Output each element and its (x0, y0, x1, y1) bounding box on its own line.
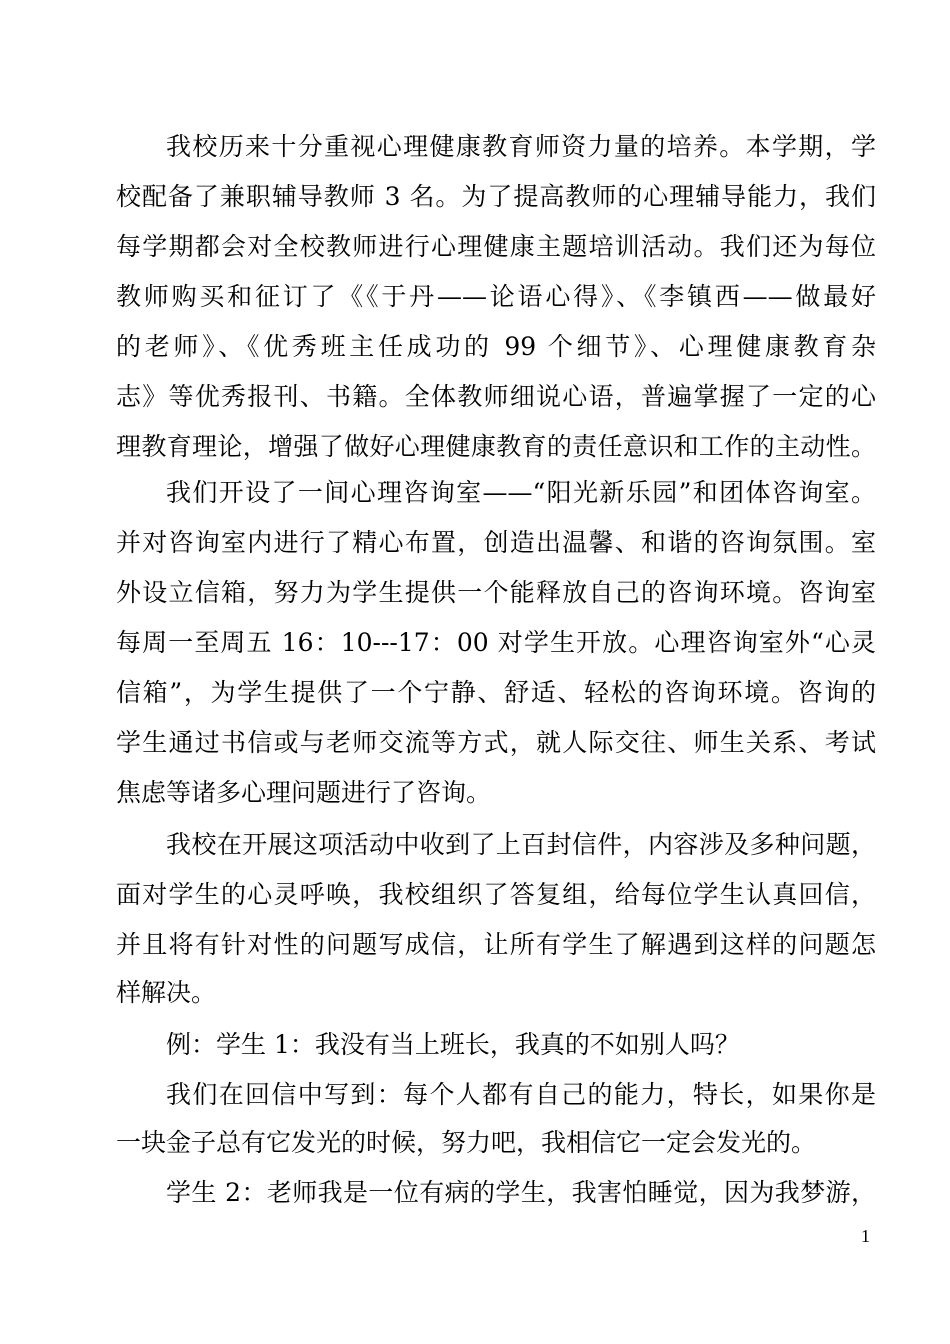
paragraph-1-line-3: 每学期都会对全校教师进行心理健康主题培训活动。我们还为每位 (116, 232, 876, 261)
paragraph-1-line-1: 我校历来十分重视心理健康教育师资力量的培养。本学期，学 (166, 132, 876, 161)
paragraph-1-line-2: 校配备了兼职辅导教师 3 名。为了提高教师的心理辅导能力，我们 (116, 182, 876, 211)
paragraph-1-line-4: 教师购买和征订了《《于丹——论语心得》、《李镇西——做最好 (116, 282, 876, 311)
paragraph-1-line-7: 理教育理论，增强了做好心理健康教育的责任意识和工作的主动性。 (116, 432, 876, 461)
paragraph-2-line-2: 并对咨询室内进行了精心布置，创造出温馨、和谐的咨询氛围。室 (116, 528, 876, 557)
paragraph-2-line-3: 外设立信箱，努力为学生提供一个能释放自己的咨询环境。咨询室 (116, 578, 876, 607)
paragraph-2-line-7: 焦虑等诸多心理问题进行了咨询。 (116, 778, 492, 807)
paragraph-3-line-3: 并且将有针对性的问题写成信，让所有学生了解遇到这样的问题怎 (116, 930, 876, 959)
paragraph-2-line-5: 信箱”，为学生提供了一个宁静、舒适、轻松的咨询环境。咨询的 (116, 678, 876, 707)
paragraph-5-line-2: 一块金子总有它发光的时候，努力吧，我相信它一定会发光的。 (116, 1128, 817, 1157)
paragraph-1-line-6: 志》等优秀报刊、书籍。全体教师细说心语，普遍掌握了一定的心 (116, 382, 876, 411)
page-number: 1 (861, 1226, 870, 1246)
paragraph-5-line-1: 我们在回信中写到：每个人都有自己的能力，特长，如果你是 (166, 1080, 876, 1109)
paragraph-2-line-1: 我们开设了一间心理咨询室——“阳光新乐园”和团体咨询室。 (166, 478, 876, 507)
paragraph-6-line-1: 学生 2：老师我是一位有病的学生，我害怕睡觉，因为我梦游， (166, 1178, 876, 1207)
example-question-line: 例：学生 1：我没有当上班长，我真的不如别人吗？ (166, 1030, 740, 1059)
paragraph-2-line-6: 学生通过书信或与老师交流等方式，就人际交往、师生关系、考试 (116, 728, 876, 757)
paragraph-3-line-2: 面对学生的心灵呼唤，我校组织了答复组，给每位学生认真回信， (116, 880, 876, 909)
paragraph-3-line-4: 样解决。 (116, 978, 217, 1007)
paragraph-3-line-1: 我校在开展这项活动中收到了上百封信件，内容涉及多种问题， (166, 830, 876, 859)
paragraph-2-line-4: 每周一至周五 16：10---17：00 对学生开放。心理咨询室外“心灵 (116, 628, 876, 657)
paragraph-1-line-5: 的老师》、《优秀班主任成功的 99 个细节》、心理健康教育杂 (116, 332, 876, 361)
